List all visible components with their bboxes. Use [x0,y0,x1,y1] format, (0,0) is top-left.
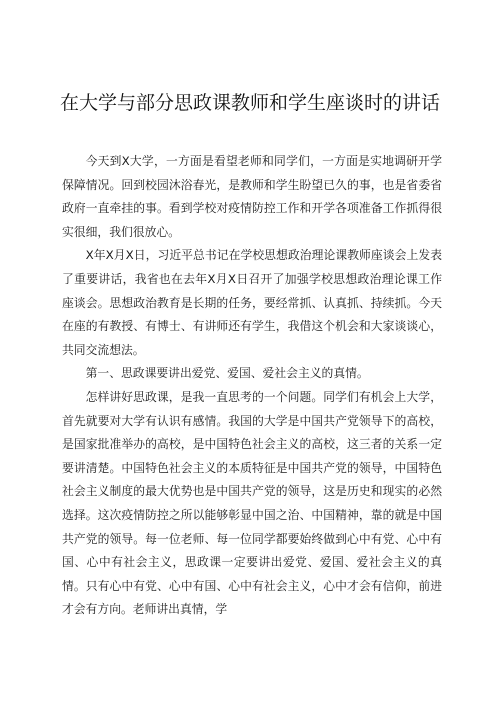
paragraph-2: X年X月X日，习近平总书记在学校思想政治理论课教师座谈会上发表了重要讲话，我省也在去年X月X日召开了加强学校思想政治理论课工作座谈会。思想政治教育是长期的任务，要经常抓、认真抓、持续抓。今天在座的有教授、有博士、有讲师还有学生，我借这个机会和大家谈谈心，共同交流想法。 [62,248,442,357]
paragraph-3: 怎样讲好思政课，是我一直思考的一个问题。同学们有机会上大学，首先就要对大学有认识有感情。我国的大学是中国共产党领导下的高校，是国家批准举办的高校，是中国特色社会主义的高校，这三者的关系一定要讲清楚。中国特色社会主义的本质特征是中国共产党的领导，中国特色社会主义制度的最大优势也是中国共产党的领导，这是历史和现实的必然选择。这次疫情防控之所以能够彰显中国之治、中国精神，靠的就是中国共产党的领导。每一位老师、每一位同学都要始终做到心中有党、心中有国、心中有社会主义，思政课一定要讲出爱党、爱国、爱社会主义的真情。只有心中有党、心中有国、心中有社会主义，心中才会有信仰，前进才会有方向。老师讲出真情，学 [62,389,442,617]
section-heading-1: 第一、思政课要讲出爱党、爱国、爱社会主义的真情。 [85,366,369,381]
document-title: 在大学与部分思政课教师和学生座谈时的讲话 [59,92,440,114]
paragraph-1: 今天到X大学，一方面是看望老师和同学们，一方面是实地调研开学保障情况。回到校园沐浴春光，是教师和学生盼望已久的事，也是省委省政府一直牵挂的事。看到学校对疫情防控工作和开学各项准备工作抓得很实很细，我们很放心。 [62,154,442,239]
document-body [62,150,442,622]
